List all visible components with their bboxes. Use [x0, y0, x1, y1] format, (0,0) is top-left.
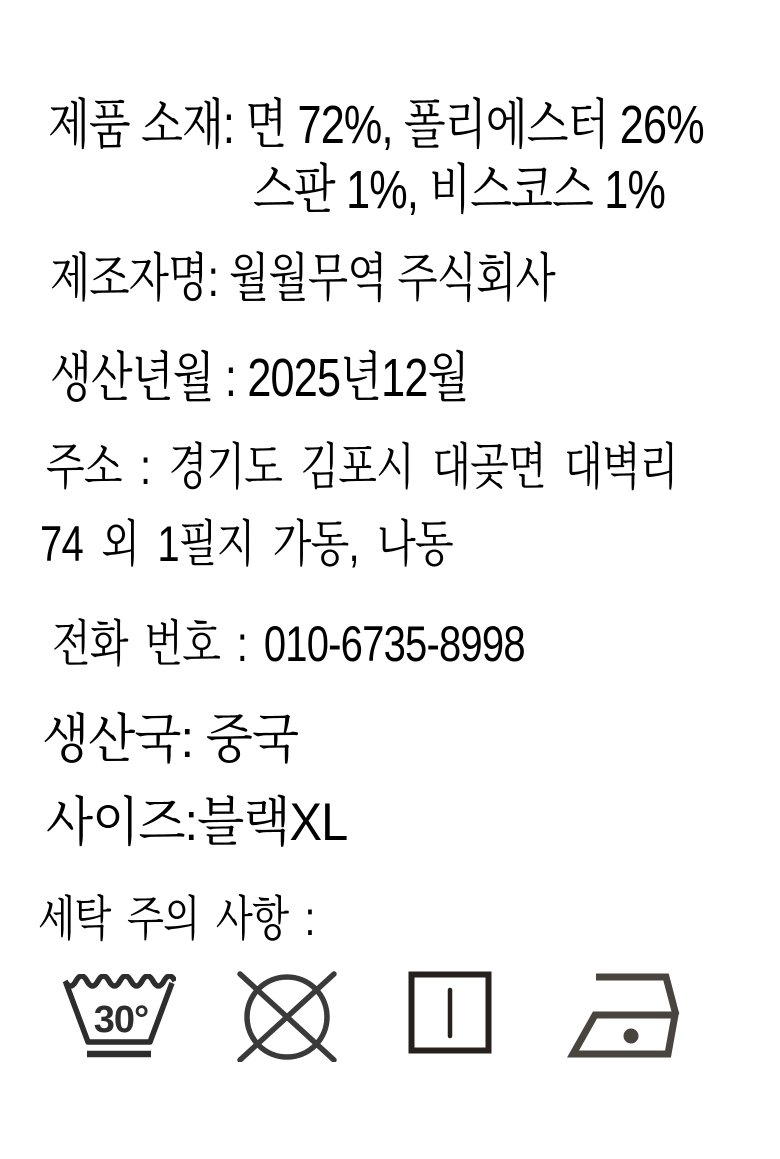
country-of-origin-line: 생산국: 중국 [42, 710, 299, 769]
wash-temperature-text: 30° [93, 999, 149, 1041]
do-not-dry-clean-icon [237, 968, 337, 1062]
production-date-line: 생산년월 : 2025년12월 [50, 348, 469, 408]
care-instructions-heading: 세탁 주의 사항 : [38, 893, 315, 946]
phone-line: 전화 번호 : 010-6735-8998 [52, 616, 525, 672]
address-line-1: 주소 : 경기도 김포시 대곶면 대벽리 [46, 439, 678, 495]
drip-dry-icon [408, 971, 492, 1054]
iron-one-dot-icon [563, 966, 690, 1063]
manufacturer-line: 제조자명: 월월무역 주식회사 [50, 250, 555, 308]
material-line-2: 스판 1%, 비스코스 1% [253, 160, 666, 220]
address-line-2: 74 외 1필지 가동, 나동 [40, 516, 453, 572]
wash-30-gentle-icon [62, 974, 176, 1069]
material-line-1: 제품 소재: 면 72%, 폴리에스터 26% [48, 95, 704, 155]
size-line: 사이즈:블랙XL [46, 793, 348, 852]
